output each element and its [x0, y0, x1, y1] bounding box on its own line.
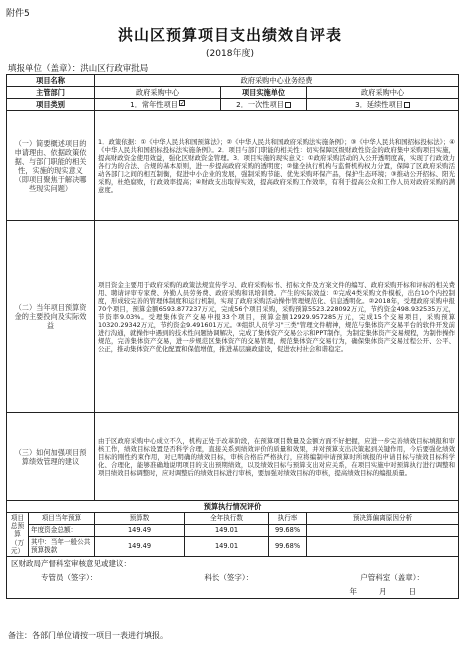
signoff-month: 月: [379, 586, 387, 596]
col-header-executed: 全年执行数: [185, 513, 269, 525]
row-project-type: [7, 99, 459, 111]
signoff-leader: 专管员（签字）：: [41, 572, 98, 582]
signoff-year: 年: [349, 586, 358, 596]
report-year: (2018年度): [206, 49, 254, 59]
checkbox-empty-icon[interactable]: [285, 102, 291, 108]
section-3-label: （三）如何加强项目预算绩效管理的建议: [7, 413, 95, 501]
signoff-block: [7, 557, 459, 599]
signoff-office-seal: 户管科室（盖章）：: [360, 572, 424, 582]
page-title: 洪山区预算项目支出绩效自评表: [117, 26, 342, 44]
type-option-continuing[interactable]: [307, 99, 459, 111]
signoff-day: 日: [408, 586, 417, 596]
type-option-recurring[interactable]: [95, 99, 221, 111]
row-department: [7, 87, 459, 99]
type-option-onetime[interactable]: [221, 99, 307, 111]
cell-reason-general: [307, 536, 459, 557]
cell-budget-total: 149.49: [95, 524, 185, 536]
section-2-label: （二）当年项目预算资金的主要投向及实际效益: [7, 221, 95, 413]
department-value: 政府采购中心: [95, 87, 221, 99]
section-2-text: 项目资金主要用于政府采购的政策法规宣传学习、政府采购标书、招标文件及方案文件的编写、政府采购开标和评标的相关费用、聘请评审专家费、外勤人员劳务费、政府采购和讯培训费。产生的实际效益：①完成4类采购文件模板，出台10个内控制度，形成较完善的管理体制度和运行机制，实现了政府采购活动操作管理规范化、信息透明化。②2018年，受理政府采购申报70个项目，预算金额6593.877237万元，完成56个项目采购，采购预算5523.228092万元，节约资金498.932535万元，节资率9.03%。受理集体资产交易申报33个项目，预算金额12929.957285万元，完成15个交易项目，采购预算10320.29342万元，节约资金9.491601万元。③组织人员学习"三类"管理文件精神，规范与集体资产交易平台的软件开发前进行沟通，就操作中遇到的技术性问题协调解决，完成了集体资产交易公示和PPT制作，为制定集体资产交易规程，为制作操作规范，完善集体资产交易，进一步规范区集体资产的交易管理，规范集体资产交易行为，确保集体资产交易过程公开、公平、公正，推动集体资产优化配置和保值增值，推进基层廉政建设，促进农村社会和谐稳定。: [95, 221, 459, 413]
col-header-budget: 预算数: [95, 513, 185, 525]
type-option-recurring-label: 1．常年性项目: [130, 100, 178, 109]
attachment-label: 附件5: [6, 9, 30, 19]
department-label: 主管部门: [7, 87, 95, 99]
type-option-continuing-label: 3．延续性项目: [355, 100, 403, 109]
project-name-label: 项目名称: [7, 75, 95, 87]
impl-unit-label: 项目实施单位: [221, 87, 307, 99]
signoff-opinion-label: 区财政局产督科室审核意见或建议：: [11, 559, 131, 569]
checkbox-checked-icon[interactable]: [179, 100, 185, 106]
section-3-text: 由于区政府采购中心成立不久，机构正处于改革阶段，在预算项目数量及金额方面不好把握，应进一步完善绩效目标填报和审核工作，绩效目标设置是否科学合理，直接关系到绩效评价的质量和效果，并对预算支出决策起到关键作用，今后要强化绩效目标的刚性约束作用，对已明确的绩效目标，审核合格后严格执行，应将编制申请预算时所填报的申请目标与绩效目标科学化、合理化，能够准确地说明项目的支出预期绩效，以及绩效目标与预算支出对应关系，在项目实施中对预算执行进行调整和项目绩效目标调整时，应对调整后的绩效目标进行审核，要加强对绩效目标的审核，提高绩效目标的编报质量。: [95, 413, 459, 501]
col-header-rate: 执行率: [269, 513, 307, 525]
row-section-3: [7, 413, 459, 501]
impl-unit-value: 政府采购中心: [307, 87, 459, 99]
reporting-unit: 填报单位（盖章）：洪山区行政审批局: [8, 64, 149, 74]
row-section-2: [7, 221, 459, 413]
section-1-text: 1．政策依据：①《中华人民共和国预算法》；②《中华人民共和国政府采购法实施条例》；③《中华人民共和国招标投标法》；④《中华人民共和国招标投标法实施条例》。2．项目与部门职能的相关性：切实保障区级财政性资金的政府集中采购项目实施，提高财政资金使用效益，强化区财政资金管理。3．项目实施的现实意义：①政府采购活动的入公开透明度高，实现了行政效力各行为的合法、合规的基本原则，进一步提高政府采购的透明度；②健全执行机构与监督机构权力分置，保障了区政府采购活动各部门之间的相互制衡，促进中小企业的发展，强制采购节能、优先采购环保产品，保护生态环境；③推动公开招标、阳光采购，杜绝腐败，行政效率提高；④财政支出取得实效，提高政府采购工作效率，有利于提高公众和工作人员对政府采购的满意度。: [95, 111, 459, 221]
evaluation-table: [6, 74, 459, 599]
row-label-general: 其中：当年一般公共预算拨款: [29, 536, 95, 557]
cell-executed-general: 149.01: [185, 536, 269, 557]
footer-note: 备注：各部门单位请按一项目一表进行填报。: [8, 631, 168, 640]
row-section-1: [7, 111, 459, 221]
col-header-reason: 预决算偏离原因分析: [307, 513, 459, 525]
type-option-onetime-label: 2．一次性项目: [236, 100, 284, 109]
checkbox-empty-icon[interactable]: [404, 102, 410, 108]
table-row: [7, 524, 459, 536]
row-label-total: 年度资金总额：: [29, 524, 95, 536]
table-row: [7, 536, 459, 557]
signoff-section-chief: 科长（签字）：: [204, 572, 254, 582]
row-budget-headers: [7, 513, 459, 525]
cell-reason-total: [307, 524, 459, 536]
cell-executed-total: 149.01: [185, 524, 269, 536]
row-signoff: [7, 557, 459, 599]
project-name-value: 政府采购中心业务经费: [95, 75, 459, 87]
col-header-year-budget: 项目当年预算: [29, 513, 95, 525]
cell-rate-total: 99.68%: [269, 524, 307, 536]
cell-rate-general: 99.68%: [269, 536, 307, 557]
cell-budget-general: 149.49: [95, 536, 185, 557]
budget-side-label: 项目总预算（万元）: [7, 513, 29, 557]
row-project-name: [7, 75, 459, 87]
row-budget-heading: [7, 501, 459, 513]
section-1-label: （一）简要概述项目的申请理由、依据政策依据、与部门职能的相关性，实施的现实意义（即项目聚焦于解决哪些现实问题）: [7, 111, 95, 221]
project-type-label: 项目类别: [7, 99, 95, 111]
budget-heading: 预算执行情况评价: [7, 501, 459, 513]
